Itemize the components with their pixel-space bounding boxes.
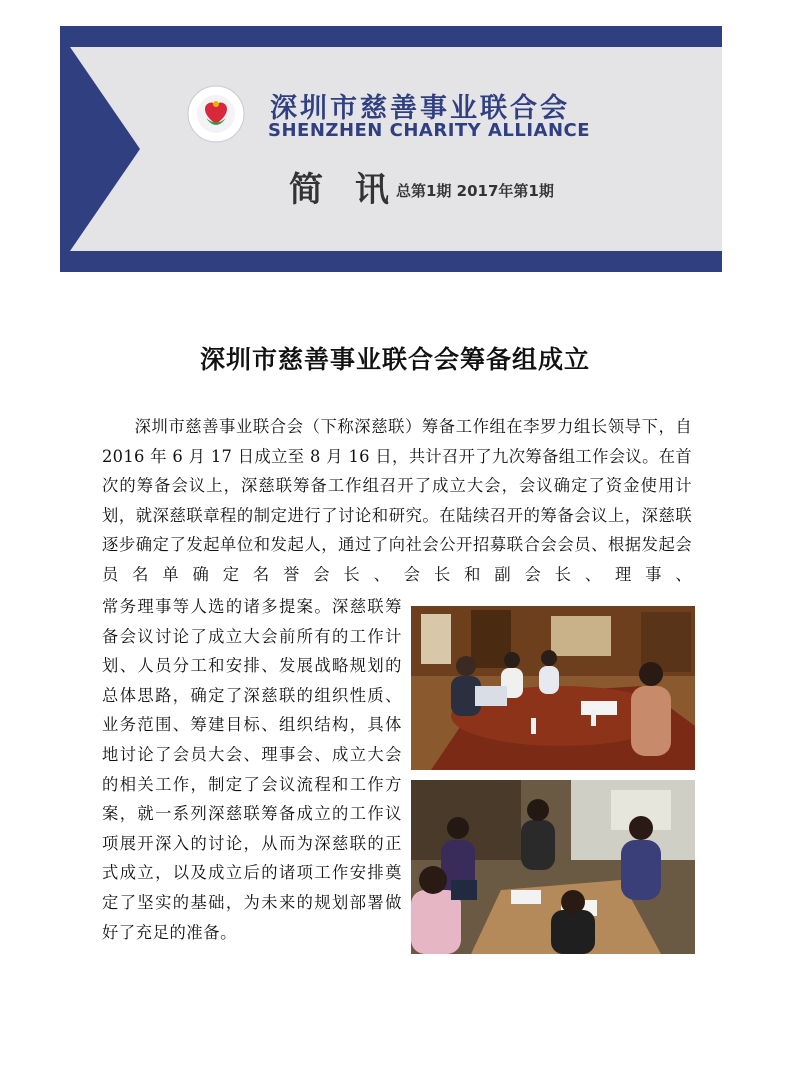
org-name-english: SHENZHEN CHARITY ALLIANCE [268, 120, 591, 141]
publication-title: 简 讯 [289, 170, 399, 210]
meeting-photo-1-icon [411, 606, 695, 770]
meeting-photo-1 [411, 606, 695, 770]
masthead-banner [60, 26, 722, 272]
meeting-photo-2-icon [411, 780, 695, 954]
banner-bottom-bar [60, 251, 722, 272]
org-name-chinese: 深圳市慈善事业联合会 [270, 93, 570, 124]
article-paragraph-side: 常务理事等人选的诸多提案。深慈联筹备会议讨论了成立大会前所有的工作计划、人员分工和安排、发展战略规划的总体思路，确定了深慈联的组织性质、业务范围、筹建目标、组织结构，具体地讨论了会员大会、理事会、成立大会的相关工作，制定了会议流程和工作方案，就一系列深慈联筹备成立的工作议项展开深入的讨论，从而为深慈联的正式成立，以及成立后的诸项工作安排奠定了坚实的基础，为未来的规划部署做好了充足的准备。 [102, 597, 402, 942]
charity-logo-icon [186, 84, 246, 144]
article-paragraph-top [102, 412, 692, 619]
paragraph-text: 深圳市慈善事业联合会（下称深慈联）筹备工作组在李罗力组长领导下，自 2016 年 6 月 17 日成立至 8 月 16 日，共计召开了九次筹备组工作会议。在首次的筹备会议上，深慈联筹备工作组召开了成立大会，会议确定了资金使用计划，就深慈联章程的制定进行了讨论和研究。在陆续召开的筹备会议上，深慈联逐步确定了发起单位和发起人，通过了向社会公开招募联合会会员、根据发起会员名单确定名誉会长、会长和副会长、理事、 [102, 417, 692, 584]
issue-number: 总第1期 2017年第1期 [396, 182, 554, 200]
banner-chevron-shape [60, 26, 180, 272]
meeting-photo-2 [411, 780, 695, 954]
article-title: 深圳市慈善事业联合会筹备组成立 [199, 345, 590, 374]
